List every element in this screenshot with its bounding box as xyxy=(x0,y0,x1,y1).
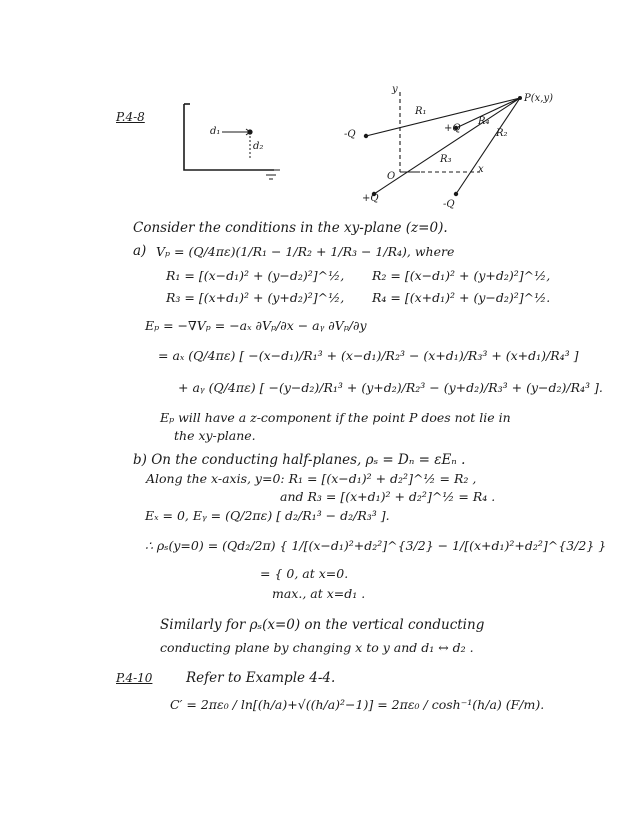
r3-label: R₃ xyxy=(440,154,452,165)
r3-definition: R₃ = [(x+d₁)² + (y+d₂)²]^½, xyxy=(166,290,345,305)
r2-definition: R₂ = [(x−d₁)² + (y+d₂)²]^½, xyxy=(372,268,551,283)
charge-label-neg-1: -Q xyxy=(344,129,356,140)
r4-definition: R₄ = [(x+d₁)² + (y−d₂)²]^½. xyxy=(372,290,551,305)
part-b-line1: b) On the conducting half-planes, ρₛ = Dₙ = εEₙ . xyxy=(133,452,466,468)
charge-label-neg-2: -Q xyxy=(443,199,455,210)
point-p-label: P(x,y) xyxy=(524,93,553,104)
z-component-note-1: Eₚ will have a z-component if the point P does not lie in xyxy=(160,410,511,425)
y-axis-label: y xyxy=(392,84,398,95)
part-b-case-zero: = { 0, at x=0. xyxy=(260,566,349,581)
part-a-label: a) xyxy=(133,243,147,259)
r1-label: R₁ xyxy=(415,106,427,117)
problem-label-4-8: P.4-8 xyxy=(116,110,145,124)
similarly-line1: Similarly for ρₛ(x=0) on the vertical conducting xyxy=(160,617,485,633)
d1-label: d₁ xyxy=(210,126,221,137)
x-axis-label: x xyxy=(478,164,484,175)
origin-label: O xyxy=(387,171,396,182)
z-component-note-2: the xy-plane. xyxy=(174,428,256,443)
potential-equation: Vₚ = (Q/4πε)(1/R₁ − 1/R₂ + 1/R₃ − 1/R₄), where xyxy=(156,244,455,259)
r2-label: R₂ xyxy=(496,128,508,139)
grounded-corner-diagram xyxy=(184,104,280,179)
field-equation-line2: = aₓ (Q/4πε) [ −(x−d₁)/R₁³ + (x−d₁)/R₂³ − (x+d₁)/R₃³ + (x+d₁)/R₄³ ] xyxy=(158,348,579,363)
field-equation-line1: Eₚ = −∇Vₚ = −aₓ ∂Vₚ/∂x − aᵧ ∂Vₚ/∂y xyxy=(145,318,367,333)
problem-label-4-10: P.4-10 xyxy=(116,671,153,685)
part-b-case-max: max., at x=d₁ . xyxy=(272,586,366,601)
part-b-line4: Eₓ = 0, Eᵧ = (Q/2πε) [ d₂/R₁³ − d₂/R₃³ ]. xyxy=(145,508,390,523)
part-b-surface-charge: ∴ ρₛ(y=0) = (Qd₂/2π) { 1/[(x−d₁)²+d₂²]^{3/2} − 1/[(x+d₁)²+d₂²]^{3/2} } xyxy=(145,538,607,553)
d2-label: d₂ xyxy=(253,141,264,152)
r1-definition: R₁ = [(x−d₁)² + (y−d₂)²]^½, xyxy=(166,268,345,283)
part-b-line3: and R₃ = [(x+d₁)² + d₂²]^½ = R₄ . xyxy=(280,489,496,504)
charge-label-pos-2: +Q xyxy=(362,193,379,204)
field-equation-line3: + aᵧ (Q/4πε) [ −(y−d₂)/R₁³ + (y+d₂)/R₂³ − (y+d₂)/R₃³ + (y−d₂)/R₄³ ]. xyxy=(178,380,603,395)
r4-label: R₄ xyxy=(478,116,490,127)
refer-example: Refer to Example 4-4. xyxy=(186,670,336,686)
intro-line: Consider the conditions in the xy-plane (z=0). xyxy=(133,220,448,236)
part-b-line2: Along the x-axis, y=0: R₁ = [(x−d₁)² + d₂²]^½ = R₂ , xyxy=(146,471,477,486)
capacitance-equation: C′ = 2πε₀ / ln[(h/a)+√((h/a)²−1)] = 2πε₀ / cosh⁻¹(h/a) (F/m). xyxy=(170,697,545,712)
charge-label-pos-1: +Q xyxy=(444,123,461,134)
similarly-line2: conducting plane by changing x to y and d₁ ↔ d₂ . xyxy=(160,640,474,655)
